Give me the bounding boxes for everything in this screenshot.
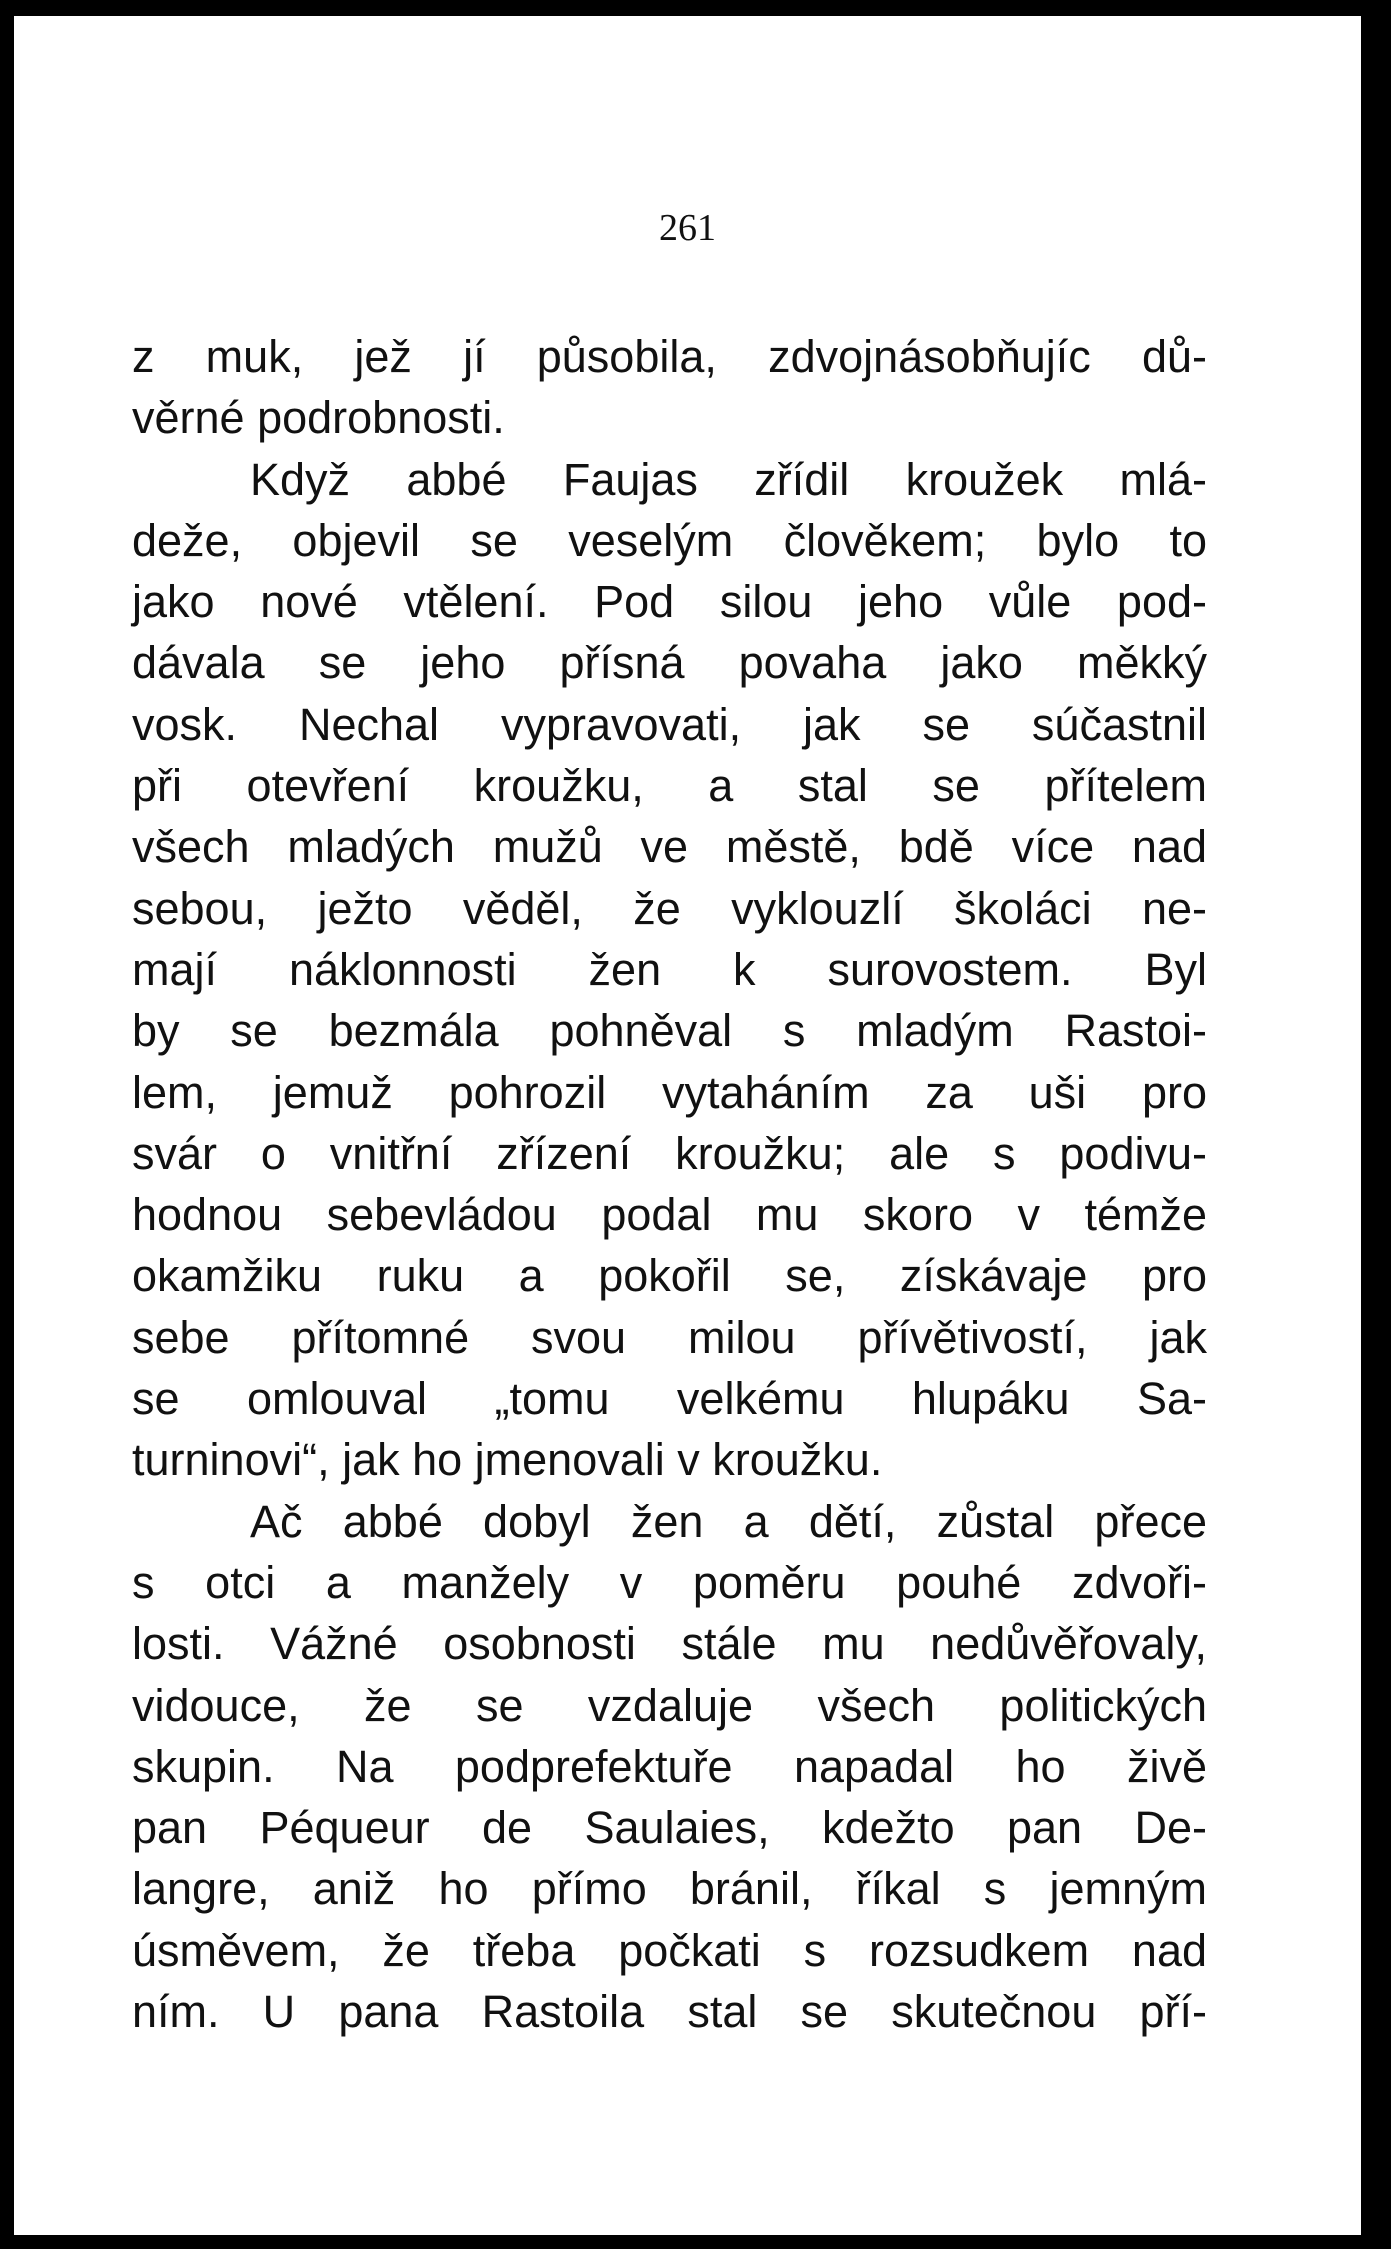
text-line: se omlouval „tomu velkému hlupáku Sa- — [132, 1373, 1207, 1425]
text-line: věrné podrobnosti. — [132, 392, 505, 444]
text-line: lem, jemuž pohrozil vytaháním za uši pro — [132, 1066, 1207, 1118]
text-line: hodnou sebevládou podal mu skoro v témže — [132, 1189, 1207, 1241]
text-line: z muk, jež jí působila, zdvojnásobňujíc dů- — [132, 331, 1207, 382]
text-line: Když abbé Faujas zřídil kroužek mlá- — [250, 453, 1207, 505]
text-line: skupin. Na podprefektuře napadal ho živě — [132, 1740, 1207, 1792]
body-text — [132, 326, 1207, 2042]
text-line: úsměvem, že třeba počkati s rozsudkem nad — [132, 1924, 1207, 1976]
text-line: by se bezmála pohněval s mladým Rastoi- — [132, 1005, 1207, 1057]
text-line: s otci a manžely v poměru pouhé zdvoři- — [132, 1556, 1207, 1608]
text-line: losti. Vážné osobnosti stále mu nedůvěřovaly, — [132, 1618, 1207, 1670]
text-line: turninovi“, jak ho jmenovali v kroužku. — [132, 1434, 883, 1486]
text-line: Ač abbé dobyl žen a dětí, zůstal přece — [250, 1495, 1207, 1547]
text-line: sebe přítomné svou milou přívětivostí, jak — [132, 1311, 1207, 1363]
text-line: pan Péqueur de Saulaies, kdežto pan De- — [132, 1802, 1207, 1854]
book-page — [14, 16, 1361, 2235]
text-line: vosk. Nechal vypravovati, jak se súčastnil — [132, 698, 1207, 750]
text-line: jako nové vtělení. Pod silou jeho vůle pod- — [132, 576, 1207, 628]
text-line: mají náklonnosti žen k surovostem. Byl — [132, 943, 1207, 995]
text-line: všech mladých mužů ve městě, bdě více nad — [132, 821, 1207, 873]
text-line: deže, objevil se veselým člověkem; bylo to — [132, 514, 1207, 566]
text-line: ním. U pana Rastoila stal se skutečnou pří- — [132, 1986, 1207, 2038]
page-number: 261 — [659, 207, 716, 249]
text-line: langre, aniž ho přímo bránil, říkal s jemným — [132, 1863, 1207, 1915]
text-line: dávala se jeho přísná povaha jako měkký — [132, 637, 1207, 689]
text-line: sebou, ježto věděl, že vyklouzlí školáci ne- — [132, 882, 1207, 934]
text-line: při otevření kroužku, a stal se přítelem — [132, 760, 1207, 812]
text-line: vidouce, že se vzdaluje všech politických — [132, 1679, 1207, 1731]
text-line: okamžiku ruku a pokořil se, získávaje pro — [132, 1250, 1207, 1302]
text-line: svár o vnitřní zřízení kroužku; ale s podivu- — [132, 1127, 1207, 1179]
